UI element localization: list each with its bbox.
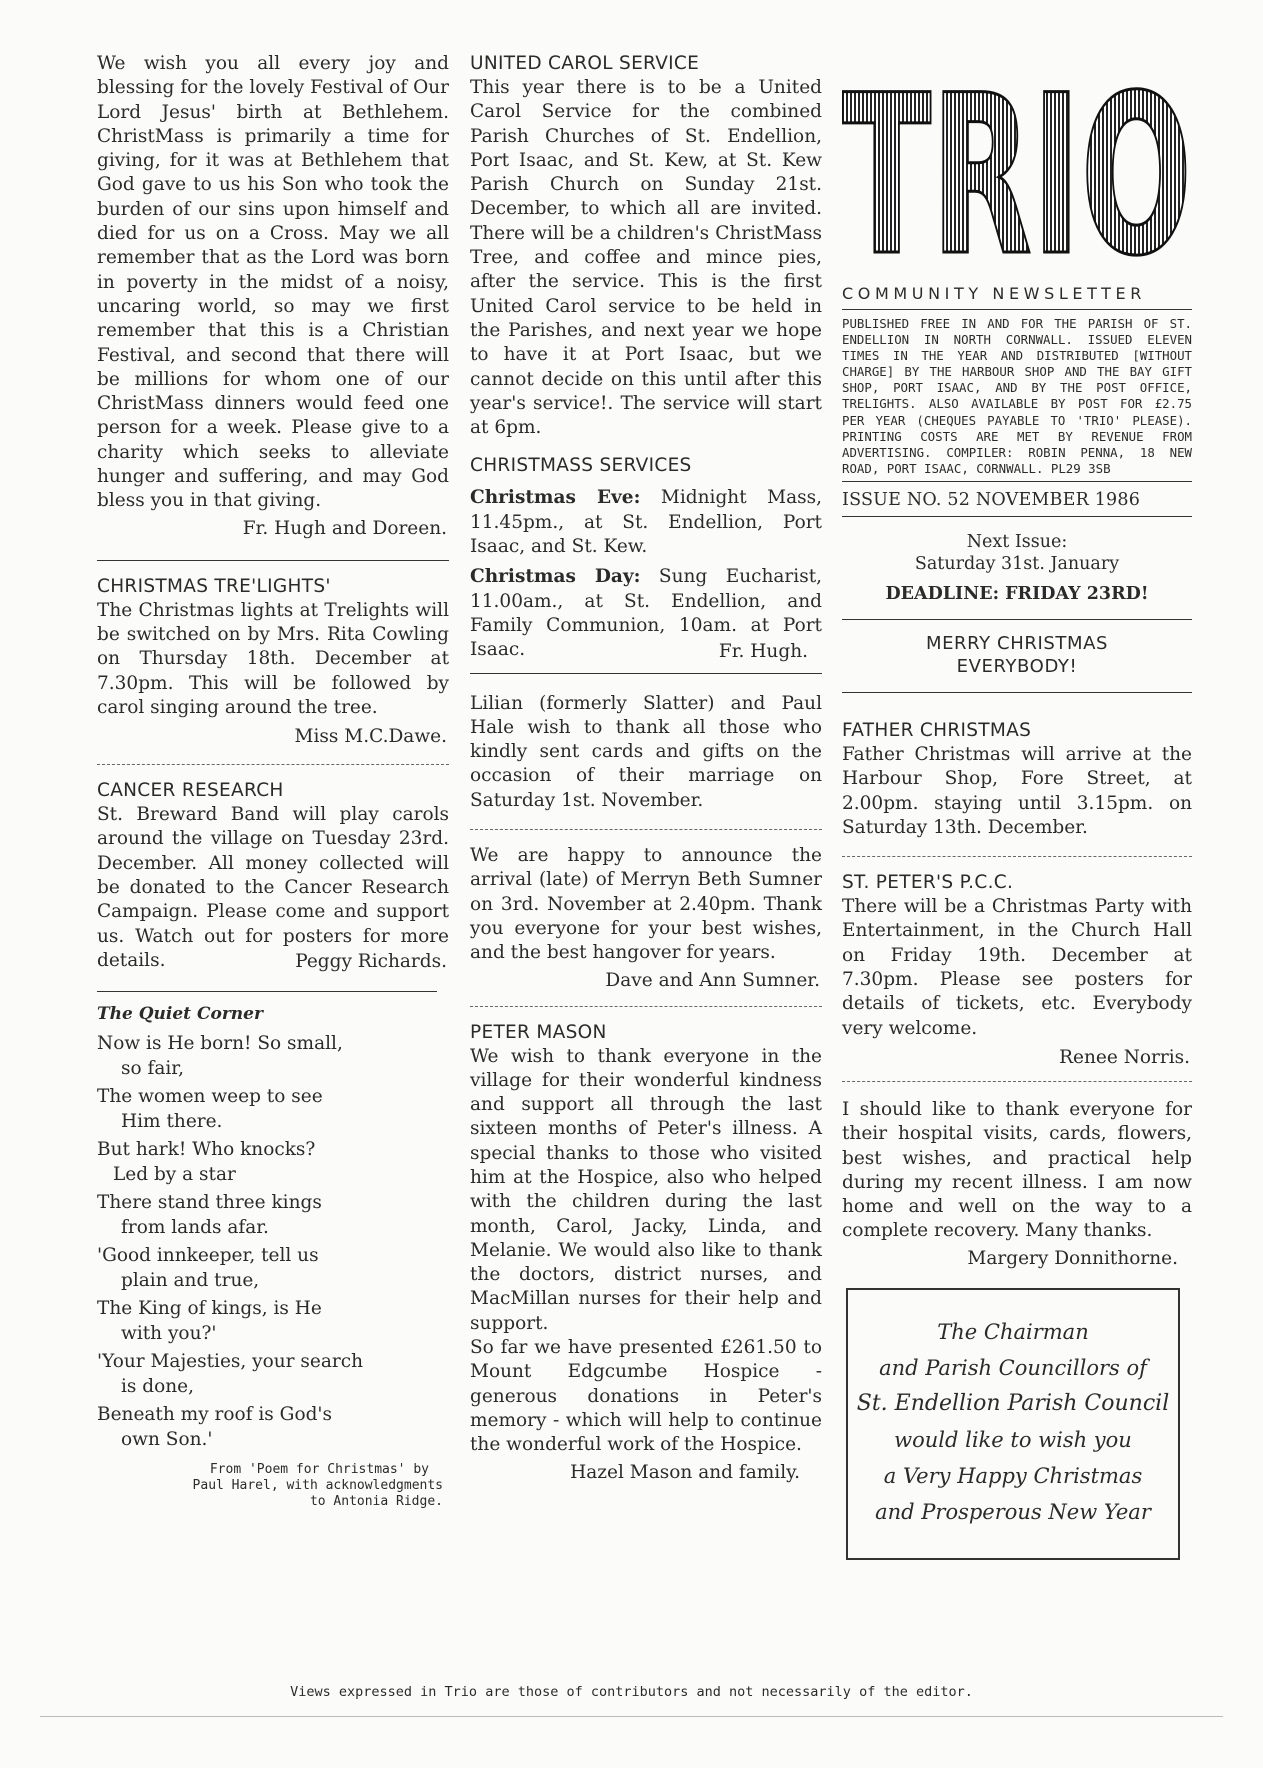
birth-announcement: We are happy to announce the arrival (late) of Merryn Beth Sumner on 3rd. November at 2.40pm. Thank you everyone for your best wishes, and the best hangover for years. bbox=[470, 845, 822, 964]
poem-line: Now is He born! So small, bbox=[97, 1033, 343, 1055]
poem-line: There stand three kings bbox=[97, 1192, 322, 1214]
father-christmas-body: Father Christmas will arrive at the Harbour Shop, Fore Street, at 2.00pm. staying until 3.15pm. on Saturday 13th. December. bbox=[842, 743, 1192, 838]
trelights-body: The Christmas lights at Trelights will be switched on by Mrs. Rita Cowling on Thursday 18th. December at 7.30pm. This will be followed by carol singing around the tree. bbox=[97, 599, 449, 718]
christmas-day-label: Christmas Day: bbox=[470, 566, 641, 588]
donnithorne-thanks: I should like to thank everyone for their hospital visits, cards, flowers, best wishes, and practical help during my recent illness. I am now home and well on the way to a complete recovery. Many thanks. bbox=[842, 1098, 1192, 1242]
merry-christmas-line: EVERYBODY! bbox=[956, 655, 1078, 677]
poem bbox=[97, 1032, 449, 1452]
christmas-message: We wish you all every joy and blessing for the lovely Festival of Our Lord Jesus' birth at Bethlehem. ChristMass is primarily a time for giving, for it was at Bethlehem that God gave to us his Son who took the burden of our sins upon himself and died for us on a Cross. May we all remember that as the Lord was born in poverty in the midst of a noisy, uncaring world, so may we first remember that this is a Christian Festival, and second that there will be millions for whom one of our ChristMass dinners would feed one person for a week. Please give to a charity which seeks to alleviate hunger and suffering, and may God bless you in that giving. bbox=[97, 53, 449, 512]
poem-line: 'Your Majesties, your search bbox=[97, 1351, 363, 1373]
editorial-disclaimer: Views expressed in Trio are those of contributors and not necessarily of the editor. bbox=[290, 1684, 973, 1700]
column-right bbox=[842, 52, 1192, 1560]
poem-credit-line: to Antonia Ridge. bbox=[309, 1494, 443, 1510]
cancer-heading: CANCER RESEARCH bbox=[97, 780, 284, 802]
hale-thanks: Lilian (formerly Slatter) and Paul Hale wish to thank all those who kindly sent cards and gifts on the occasion of their marriage on Saturday 1st. November. bbox=[470, 692, 822, 811]
carol-service-heading: UNITED CAROL SERVICE bbox=[470, 53, 700, 74]
divider bbox=[842, 619, 1192, 620]
donnithorne-signature: Margery Donnithorne. bbox=[967, 1247, 1178, 1269]
trelights-heading: CHRISTMAS TRE'LIGHTS' bbox=[97, 575, 331, 597]
divider bbox=[97, 764, 449, 765]
column-middle bbox=[470, 52, 822, 1486]
parish-council-greeting bbox=[846, 1288, 1180, 1560]
christmass-services-heading: CHRISTMASS SERVICES bbox=[470, 455, 692, 477]
next-issue-label: Next Issue: bbox=[966, 531, 1068, 552]
divider bbox=[97, 560, 449, 561]
poem-line: The King of kings, is He bbox=[97, 1298, 322, 1320]
divider bbox=[470, 673, 822, 674]
father-christmas-heading: FATHER CHRISTMAS bbox=[842, 719, 1032, 741]
birth-announcement-signature: Dave and Ann Sumner. bbox=[605, 969, 820, 991]
greeting-line: The Chairman bbox=[937, 1319, 1089, 1344]
peter-mason-heading: PETER MASON bbox=[470, 1021, 607, 1043]
christmas-eve-text: Midnight Mass, 11.45pm., at St. Endellion, Port Isaac, and St. Kew. bbox=[470, 487, 823, 558]
newsletter-subtitle: COMMUNITY NEWSLETTER bbox=[842, 284, 1146, 303]
poem-line: is done, bbox=[121, 1375, 195, 1397]
divider bbox=[842, 516, 1192, 517]
trelights-signature: Miss M.C.Dawe. bbox=[294, 726, 447, 748]
christmas-day-text: Sung Eucharist, 11.00am., at St. Endellion, and Family Communion, 10am. at Port Isaac. bbox=[470, 566, 823, 661]
issue-number: ISSUE NO. 52 NOVEMBER 1986 bbox=[842, 489, 1141, 510]
poem-line: plain and true, bbox=[121, 1269, 260, 1291]
poem-line: Led by a star bbox=[113, 1163, 236, 1185]
peter-mason-hospice: So far we have presented £261.50 to Mount Edgcumbe Hospice - generous donations in Peter's memory - which will help to continue the wonderful work of the Hospice. bbox=[470, 1337, 822, 1456]
trio-logo-graphic bbox=[842, 52, 1192, 274]
divider bbox=[842, 481, 1192, 482]
divider bbox=[842, 309, 1192, 310]
bottom-rule bbox=[40, 1716, 1223, 1717]
deadline: DEADLINE: FRIDAY 23RD! bbox=[885, 583, 1149, 604]
masthead-info: PUBLISHED FREE IN AND FOR THE PARISH OF ST. ENDELLION IN NORTH CORNWALL. ISSUED ELEVEN TIMES IN THE YEAR AND DISTRIBUTED [WITHOUT CHARGE] BY THE HARBOUR SHOP AND THE BAY GIFT SHOP, PORT ISAAC, AND BY THE POST OFFICE, TRELIGHTS. ALSO AVAILABLE BY POST FOR £2.75 PER YEAR (CHEQUES PAYABLE TO 'TRIO' PLEASE). PRINTING COSTS ARE MET BY REVENUE FROM ADVERTISING. COMPILER: ROBIN PENNA, 18 NEW ROAD, PORT ISAAC, CORNWALL. PL29 3SB bbox=[842, 316, 1192, 476]
pcc-signature: Renee Norris. bbox=[1059, 1046, 1190, 1068]
divider bbox=[842, 692, 1192, 693]
poem-line: Him there. bbox=[121, 1110, 223, 1132]
pcc-heading: ST. PETER'S P.C.C. bbox=[842, 872, 1014, 894]
column-left bbox=[97, 52, 449, 1510]
peter-mason-signature: Hazel Mason and family. bbox=[570, 1461, 800, 1483]
divider bbox=[842, 1081, 1192, 1082]
poem-line: own Son.' bbox=[121, 1428, 213, 1450]
christmas-eve-label: Christmas Eve: bbox=[470, 487, 641, 509]
poem-line: 'Good innkeeper, tell us bbox=[97, 1245, 319, 1267]
poem-line: with you?' bbox=[121, 1322, 217, 1344]
greeting-line: a Very Happy Christmas bbox=[883, 1463, 1143, 1488]
greeting-line: and Parish Councillors of bbox=[879, 1355, 1147, 1380]
christmas-eve-service bbox=[470, 486, 822, 559]
greeting-line: St. Endellion Parish Council bbox=[856, 1390, 1170, 1416]
cancer-body: St. Breward Band will play carols around the village on Tuesday 23rd. December. All money collected will be donated to the Cancer Research Campaign. Please come and support us. Watch out for posters for more details. bbox=[97, 804, 449, 971]
poem-credit-line: Paul Harel, with acknowledgments bbox=[192, 1478, 443, 1494]
poem-line: But hark! Who knocks? bbox=[97, 1139, 316, 1161]
poem-line: from lands afar. bbox=[121, 1216, 269, 1238]
divider bbox=[470, 1006, 822, 1007]
divider bbox=[97, 991, 437, 992]
poem-line: so fair, bbox=[121, 1057, 184, 1079]
poem-credit-line: From 'Poem for Christmas' by bbox=[209, 1462, 429, 1478]
trio-logo-text: TRIO bbox=[842, 52, 1192, 274]
next-issue-date: Saturday 31st. January bbox=[914, 553, 1120, 574]
divider bbox=[470, 829, 822, 830]
peter-mason-body: We wish to thank everyone in the village for their wonderful kindness and support all through the last sixteen months of Peter's illness. A special thanks to those who visited him at the Hospice, also who helped with the children during the last month, Carol, Jacky, Linda, and Melanie. We would also like to thank the doctors, district nurses, and MacMillan nurses for their help and support. bbox=[470, 1045, 822, 1334]
pcc-body: There will be a Christmas Party with Entertainment, in the Church Hall on Friday 19th. December at 7.30pm. Please see posters for details of tickets, etc. Everybody very welcome. bbox=[842, 896, 1192, 1039]
greeting-line: and Prosperous New Year bbox=[875, 1499, 1151, 1524]
greeting-line: would like to wish you bbox=[894, 1427, 1132, 1452]
services-signature: Fr. Hugh. bbox=[718, 640, 808, 662]
christmas-message-signature: Fr. Hugh and Doreen. bbox=[242, 517, 447, 539]
divider bbox=[842, 856, 1192, 857]
poem-credit bbox=[97, 1462, 449, 1510]
poem-line: The women weep to see bbox=[97, 1086, 323, 1108]
poem-line: Beneath my roof is God's bbox=[97, 1404, 333, 1426]
trio-logo bbox=[842, 52, 1192, 274]
cancer-signature: Peggy Richards. bbox=[295, 951, 447, 973]
carol-service-body: This year there is to be a United Carol Service for the combined Parish Churches of St. Endellion, Port Isaac, and St. Kew, at St. Kew Parish Church on Sunday 21st. December, to which all are invited. There will be a children's ChristMass Tree, and coffee and mince pies, after the service. This is the first United Carol service to be held in the Parishes, and next year we hope to have it at Port Isaac, but we cannot decide on this until after this year's service!. The service will start at 6pm. bbox=[470, 77, 822, 439]
merry-christmas-line: MERRY CHRISTMAS bbox=[925, 632, 1109, 654]
quiet-corner-heading: The Quiet Corner bbox=[97, 1004, 263, 1025]
